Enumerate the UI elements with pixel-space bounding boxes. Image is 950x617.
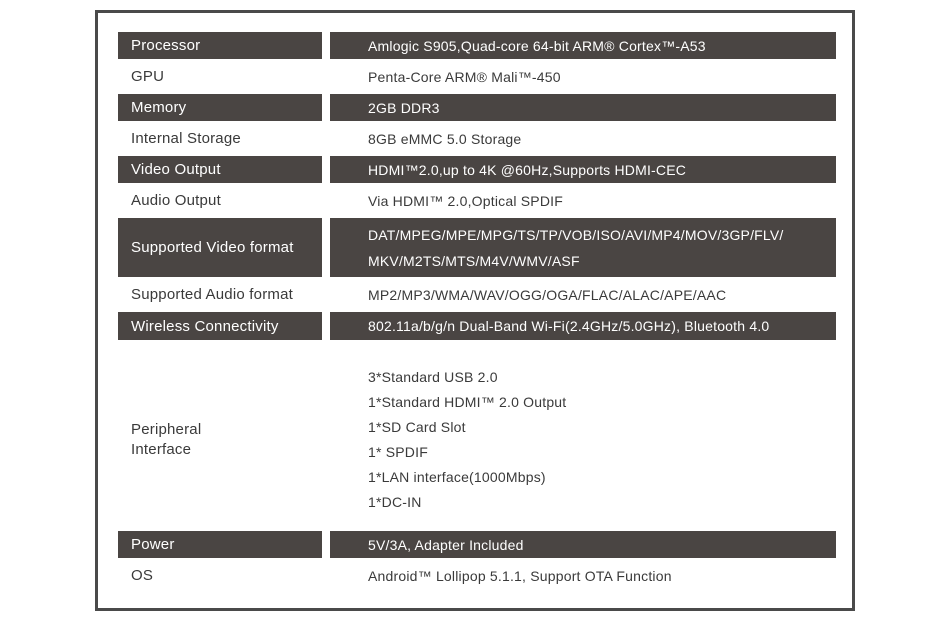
spec-row-audio-format: [118, 281, 836, 308]
spec-row-os: [118, 562, 836, 589]
spec-value-line: 1*LAN interface(1000Mbps): [368, 469, 546, 485]
spec-row-internal-storage: [118, 125, 836, 152]
spec-label: Processor: [118, 32, 322, 59]
spec-value: 5V/3A, Adapter Included: [330, 531, 836, 558]
spec-value: Android™ Lollipop 5.1.1, Support OTA Function: [368, 567, 672, 584]
spec-label: Audio Output: [131, 192, 221, 209]
spec-value: Penta-Core ARM® Mali™-450: [368, 68, 561, 85]
spec-label: OS: [131, 567, 154, 584]
spec-label: Internal Storage: [131, 130, 241, 147]
spec-row-video-format: [118, 218, 836, 277]
spec-row-wireless: [118, 312, 836, 340]
spec-value: 802.11a/b/g/n Dual-Band Wi-Fi(2.4GHz/5.0GHz), Bluetooth 4.0: [330, 312, 836, 340]
spec-value-line: MKV/M2TS/MTS/M4V/WMV/ASF: [368, 252, 580, 269]
spec-value: Via HDMI™ 2.0,Optical SPDIF: [368, 192, 563, 209]
spec-value-line: 3*Standard USB 2.0: [368, 369, 498, 385]
spec-row-peripheral-interface: [118, 356, 836, 524]
spec-value: Amlogic S905,Quad-core 64-bit ARM® Cortex™-A53: [330, 32, 836, 59]
spec-value-line: DAT/MPEG/MPE/MPG/TS/TP/VOB/ISO/AVI/MP4/MOV/3GP/FLV/: [368, 226, 784, 243]
spec-value: 8GB eMMC 5.0 Storage: [368, 130, 522, 147]
spec-label: GPU: [131, 68, 165, 85]
spec-value-line: 1* SPDIF: [368, 444, 428, 460]
spec-value: [330, 356, 836, 524]
spec-value: HDMI™2.0,up to 4K @60Hz,Supports HDMI-CEC: [330, 156, 836, 183]
spec-row-gpu: [118, 63, 836, 90]
spec-label: Power: [118, 531, 322, 558]
spec-value: [330, 218, 836, 277]
spec-label: Wireless Connectivity: [118, 312, 322, 340]
spec-label-line: Interface: [131, 441, 192, 458]
spec-value-line: 1*SD Card Slot: [368, 419, 466, 435]
spec-label-line: Peripheral: [131, 421, 202, 438]
spec-row-power: [118, 531, 836, 558]
spec-value-line: 1*DC-IN: [368, 494, 422, 510]
spec-table: [95, 10, 855, 611]
spec-row-audio-output: [118, 187, 836, 214]
spec-value-line: 1*Standard HDMI™ 2.0 Output: [368, 394, 567, 410]
spec-value: 2GB DDR3: [330, 94, 836, 121]
spec-row-memory: [118, 94, 836, 121]
spec-label: Supported Video format: [118, 218, 322, 277]
spec-label: Memory: [118, 94, 322, 121]
spec-label: [118, 356, 322, 524]
spec-value: MP2/MP3/WMA/WAV/OGG/OGA/FLAC/ALAC/APE/AAC: [368, 286, 727, 303]
spec-label: Supported Audio format: [131, 286, 294, 303]
spec-row-video-output: [118, 156, 836, 183]
spec-label: Video Output: [118, 156, 322, 183]
spec-row-processor: [118, 32, 836, 59]
